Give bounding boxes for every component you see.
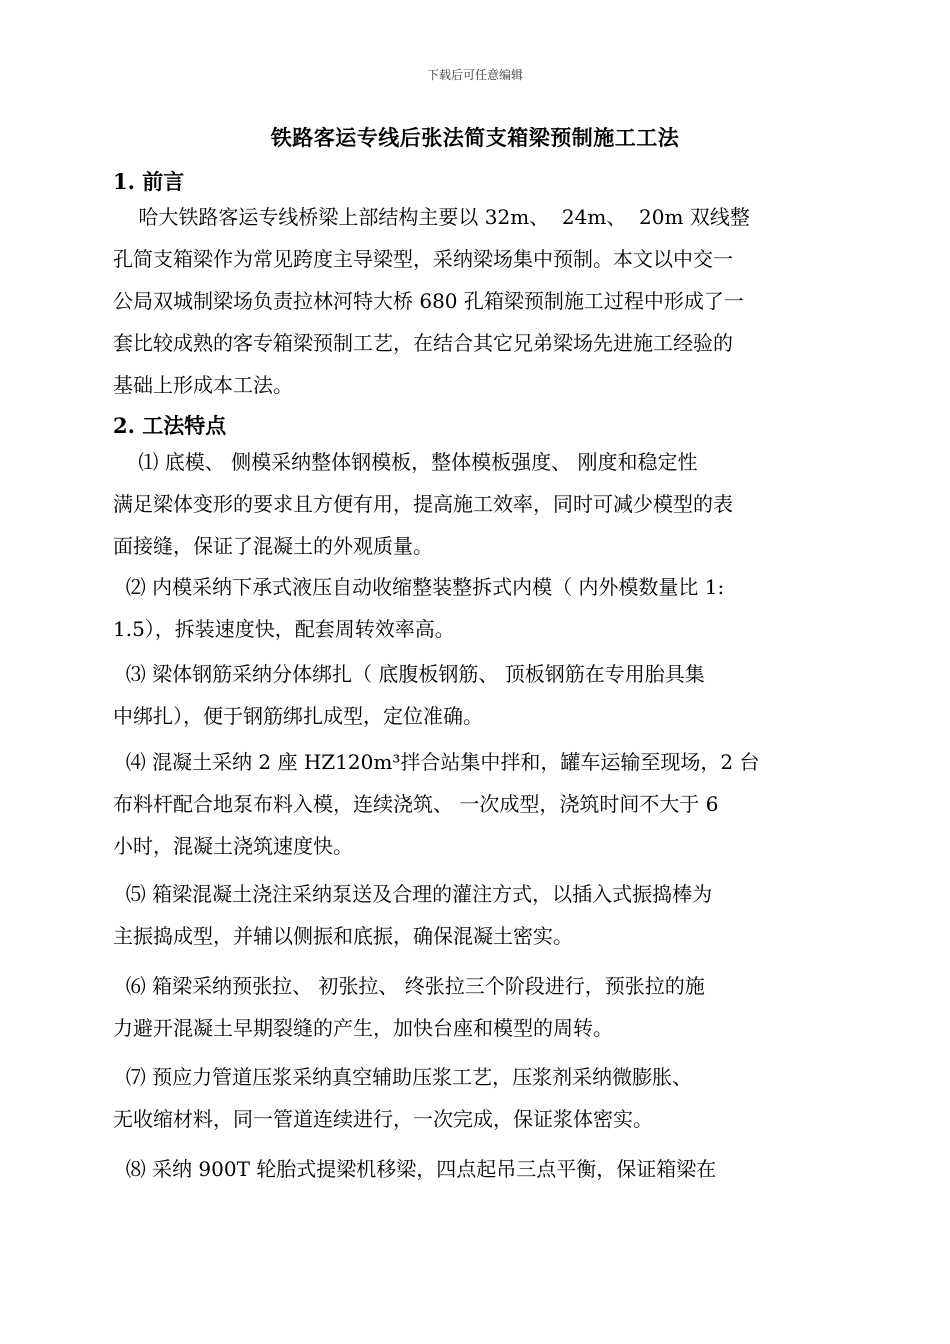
paragraph-line: 哈大铁路客运专线桥梁上部结构主要以 32m、 24m、 20m 双线整 <box>113 205 750 229</box>
paragraph-line: ⑺ 预应力管道压浆采纳真空辅助压浆工艺，压浆剂采纳微膨胀、 <box>113 1065 693 1089</box>
feature-item-7 <box>113 1056 838 1140</box>
paragraph-line: 基础上形成本工法。 <box>113 373 293 397</box>
feature-item-5 <box>113 873 838 957</box>
paragraph-line: 孔简支箱梁作为常见跨度主导梁型，采纳梁场集中预制。本文以中交一 <box>113 247 733 271</box>
document-title: 铁路客运专线后张法简支箱梁预制施工工法 <box>270 125 680 150</box>
paragraph-line: 无收缩材料，同一管道连续进行，一次完成，保证浆体密实。 <box>113 1107 653 1131</box>
paragraph-line: 套比较成熟的客专箱梁预制工艺，在结合其它兄弟梁场先进施工经验的 <box>113 331 733 355</box>
feature-item-3 <box>113 653 838 737</box>
paragraph-line: 力避开混凝土早期裂缝的产生，加快台座和模型的周转。 <box>113 1016 613 1040</box>
paragraph-line: 1.5），拆装速度快，配套周转效率高。 <box>113 617 455 641</box>
paragraph-line: 公局双城制梁场负责拉林河特大桥 680 孔箱梁预制施工过程中形成了一 <box>113 289 744 313</box>
header-note: 下载后可任意编辑 <box>426 68 523 82</box>
feature-item-8 <box>113 1148 838 1190</box>
paragraph-line: 小时，混凝土浇筑速度快。 <box>113 834 353 858</box>
section-2-heading: 2. 工法特点 <box>113 413 227 438</box>
paragraph-line: ⑸ 箱梁混凝土浇注采纳泵送及合理的灌注方式，以插入式振捣棒为 <box>113 882 713 906</box>
paragraph-line: ⑷ 混凝土采纳 2 座 HZ120m³拌合站集中拌和，罐车运输至现场，2 台 <box>113 750 760 774</box>
paragraph-line: ⑶ 梁体钢筋采纳分体绑扎（ 底腹板钢筋、 顶板钢筋在专用胎具集 <box>113 662 705 686</box>
paragraph-line: 布料杆配合地泵布料入模，连续浇筑、 一次成型，浇筑时间不大于 6 <box>113 792 719 816</box>
paragraph-line: ⑵ 内模采纳下承式液压自动收缩整装整拆式内模（ 内外模数量比 1: <box>113 575 725 599</box>
paragraph-line: 满足梁体变形的要求且方便有用，提高施工效率，同时可减少模型的表 <box>113 492 733 516</box>
paragraph-line: ⑹ 箱梁采纳预张拉、 初张拉、 终张拉三个阶段进行，预张拉的施 <box>113 974 705 998</box>
feature-item-1 <box>113 441 838 567</box>
feature-item-4 <box>113 741 838 867</box>
feature-item-6 <box>113 965 838 1049</box>
paragraph-line: 面接缝，保证了混凝土的外观质量。 <box>113 534 433 558</box>
feature-item-2 <box>113 566 838 650</box>
paragraph-line: ⑴ 底模、 侧模采纳整体钢模板，整体模板强度、 刚度和稳定性 <box>113 450 698 474</box>
section-1-heading: 1. 前言 <box>113 169 185 194</box>
paragraph-line: 中绑扎），便于钢筋绑扎成型，定位准确。 <box>113 704 483 728</box>
paragraph-line: ⑻ 采纳 900T 轮胎式提梁机移梁，四点起吊三点平衡，保证箱梁在 <box>113 1157 717 1181</box>
paragraph-line: 主振捣成型，并辅以侧振和底振，确保混凝土密实。 <box>113 924 573 948</box>
section-1-paragraph <box>113 196 838 406</box>
